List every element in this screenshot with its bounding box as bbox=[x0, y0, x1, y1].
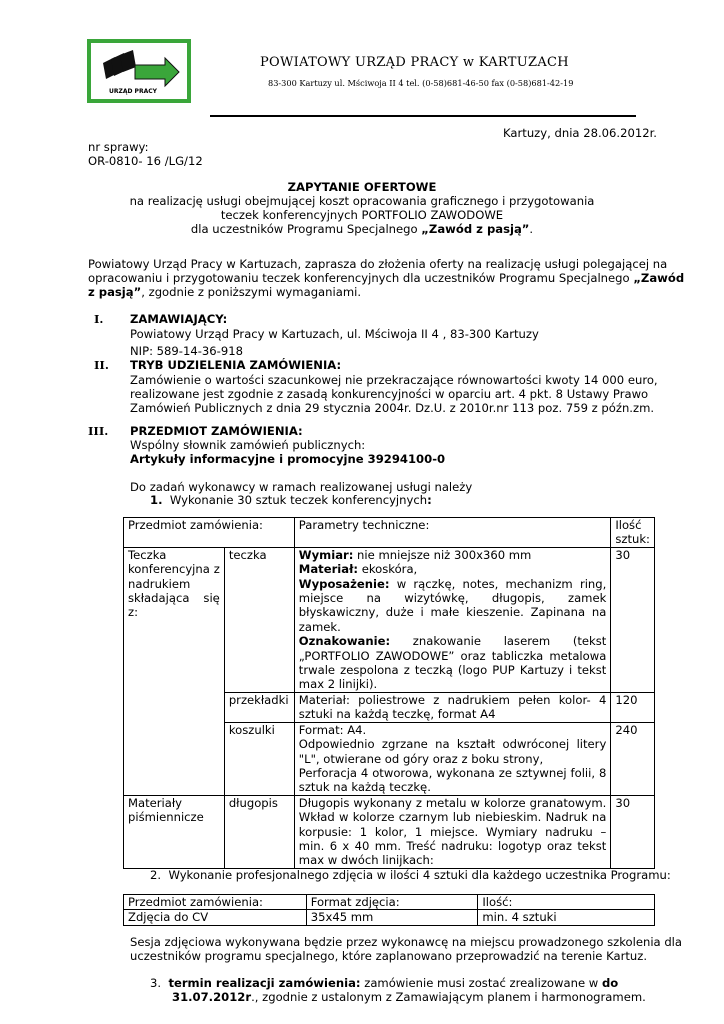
table-header-row bbox=[124, 518, 655, 548]
section-2-line2: realizowane jest zgodnie z zasadą konkurencyjności w oparciu art. 4 pkt. 8 Ustawy Prawo bbox=[130, 387, 649, 401]
section-2-line3: Zamówień Publicznych z dnia 29 stycznia 2004r. Dz.U. z 2010r.nr 113 poz. 759 z późn.zm. bbox=[130, 401, 655, 415]
item-qty: 30 bbox=[611, 547, 655, 692]
header-qty: Ilość: bbox=[478, 895, 655, 910]
section-3-number: III. bbox=[88, 424, 109, 438]
header-params: Parametry techniczne: bbox=[294, 518, 611, 548]
item-name: przekładki bbox=[224, 692, 294, 722]
section-1-line1: Powiatowy Urząd Pracy w Kartuzach, ul. Mściwoja II 4 , 83-300 Kartuzy bbox=[130, 327, 539, 341]
item-qty: 120 bbox=[611, 692, 655, 722]
header-divider bbox=[210, 115, 636, 117]
section-1-line2: NIP: 589-14-36-918 bbox=[130, 344, 243, 358]
item-params: Długopis wykonany z metalu w kolorze granatowym. Wkład w kolorze czarnym lub niebieskim. Nadruk na korpusie: 1 kolor, 1 miejsce. Wymiary nadruku – min. 6 x 40 mm. Treść nadruku: logotyp oraz tekst max w dwóch linijkach: bbox=[294, 795, 611, 868]
intro-line3: z pasją”, zgodnie z poniższymi wymaganiami. bbox=[88, 285, 362, 299]
section-2-line1: Zamówienie o wartości szacunkowej nie przekraczające równowartości kwoty 14 000 euro, bbox=[130, 373, 658, 387]
group-folder: Teczka konferencyjna z nadrukiem składająca się z: bbox=[124, 547, 225, 795]
title-line1: na realizację usługi obejmującej koszt opracowania graficznego i przygotowania bbox=[129, 194, 595, 208]
table-row bbox=[124, 910, 655, 925]
header-qty: Ilość sztuk: bbox=[611, 518, 655, 548]
section-3-line1: Wspólny słownik zamówień publicznych: bbox=[130, 438, 366, 452]
photo-qty: min. 4 sztuki bbox=[478, 910, 655, 925]
photo-table bbox=[123, 894, 655, 926]
cpv-code: Artykuły informacyjne i promocyjne 39294100-0 bbox=[130, 452, 446, 466]
item-name: długopis bbox=[224, 795, 294, 868]
table-header-row bbox=[124, 895, 655, 910]
item-qty: 240 bbox=[611, 722, 655, 795]
photo-subject: Zdjęcia do CV bbox=[124, 910, 307, 925]
item-2: 2. Wykonanie profesjonalnego zdjęcia w ilości 4 sztuki dla każdego uczestnika Programu: bbox=[150, 868, 671, 882]
org-name: POWIATOWY URZĄD PRACY w KARTUZACH bbox=[260, 55, 569, 70]
date: Kartuzy, dnia 28.06.2012r. bbox=[503, 126, 657, 140]
section-1-title: ZAMAWIAJĄCY: bbox=[130, 312, 228, 326]
case-number: OR-0810- 16 /LG/12 bbox=[88, 154, 203, 168]
item-params: Format: A4. Odpowiednio zgrzane na kształt odwróconej litery "L", otwierane od góry oraz z boku strony, Perforacja 4 otworowa, wykonana ze sztywnej folii, 8 sztuk na każdą teczkę. bbox=[294, 722, 611, 795]
case-label: nr sprawy: bbox=[88, 140, 149, 154]
org-address: 83-300 Kartuzy ul. Mściwoja II 4 tel. (0-58)681-46-50 fax (0-58)681-42-19 bbox=[268, 78, 574, 88]
item-1: 1. Wykonanie 30 sztuk teczek konferencyjnych: bbox=[150, 493, 432, 507]
session-line1: Sesja zdjęciowa wykonywana będzie przez wykonawcę na miejscu prowadzonego szkolenia dla bbox=[130, 935, 683, 949]
logo-text: URZĄD PRACY bbox=[109, 88, 157, 95]
header-subject: Przedmiot zamówienia: bbox=[124, 895, 307, 910]
session-line2: uczestników programu specjalnego, które zaplanowano przeprowadzić na terenie Kartuz. bbox=[130, 949, 648, 963]
title-line2: teczek konferencyjnych PORTFOLIO ZAWODOWE bbox=[220, 208, 504, 222]
header-format: Format zdjęcia: bbox=[306, 895, 478, 910]
table-row bbox=[124, 547, 655, 692]
item-params: Wymiar: nie mniejsze niż 300x360 mm Materiał: ekoskóra, Wyposażenie: w rączkę, notes, mechanizm ring, miejsce na wizytówkę, długopis, zamek błyskawiczny, duże i małe kieszenie. Zapinana na zamek. Oznakowanie: znakowanie laserem (tekst „PORTFOLIO ZAWODOWE” oraz tabliczka metalowa trwale zespolona z teczką (logo PUP Kartuzy i tekst max 2 linijki). bbox=[294, 547, 611, 692]
intro-line1: Powiatowy Urząd Pracy w Kartuzach, zaprasza do złożenia oferty na realizację usługi polegającej na bbox=[88, 257, 668, 271]
doc-heading: ZAPYTANIE OFERTOWE bbox=[287, 180, 437, 194]
table-row bbox=[124, 795, 655, 868]
item-3-line2: 31.07.2012r., zgodnie z ustalonym z Zamawiającym planem i harmonogramem. bbox=[172, 990, 646, 1004]
item-name: koszulki bbox=[224, 722, 294, 795]
section-3-title: PRZEDMIOT ZAMÓWIENIA: bbox=[130, 424, 303, 438]
logo bbox=[87, 39, 191, 103]
photo-format: 35x45 mm bbox=[306, 910, 478, 925]
item-params: Materiał: poliestrowe z nadrukiem pełen kolor- 4 sztuki na każdą teczkę, format A4 bbox=[294, 692, 611, 722]
section-2-number: II. bbox=[94, 358, 109, 372]
section-1-number: I. bbox=[94, 312, 104, 326]
item-3-line1: 3. termin realizacji zamówienia: zamówienie musi zostać zrealizowane w do bbox=[150, 976, 619, 990]
section-3-line3: Do zadań wykonawcy w ramach realizowanej usługi należy bbox=[130, 480, 473, 494]
group-writing: Materiały piśmiennicze bbox=[124, 795, 225, 868]
item-qty: 30 bbox=[611, 795, 655, 868]
specs-table bbox=[123, 517, 655, 869]
intro-line2: opracowaniu i przygotowaniu teczek konferencyjnych dla uczestników Programu Specjalnego „Zawód bbox=[88, 271, 685, 285]
item-name: teczka bbox=[224, 547, 294, 692]
section-2-title: TRYB UDZIELENIA ZAMÓWIENIA: bbox=[130, 358, 342, 372]
header-subject: Przedmiot zamówienia: bbox=[124, 518, 295, 548]
title-line3: dla uczestników Programu Specjalnego „Zawód z pasją”. bbox=[190, 222, 534, 236]
